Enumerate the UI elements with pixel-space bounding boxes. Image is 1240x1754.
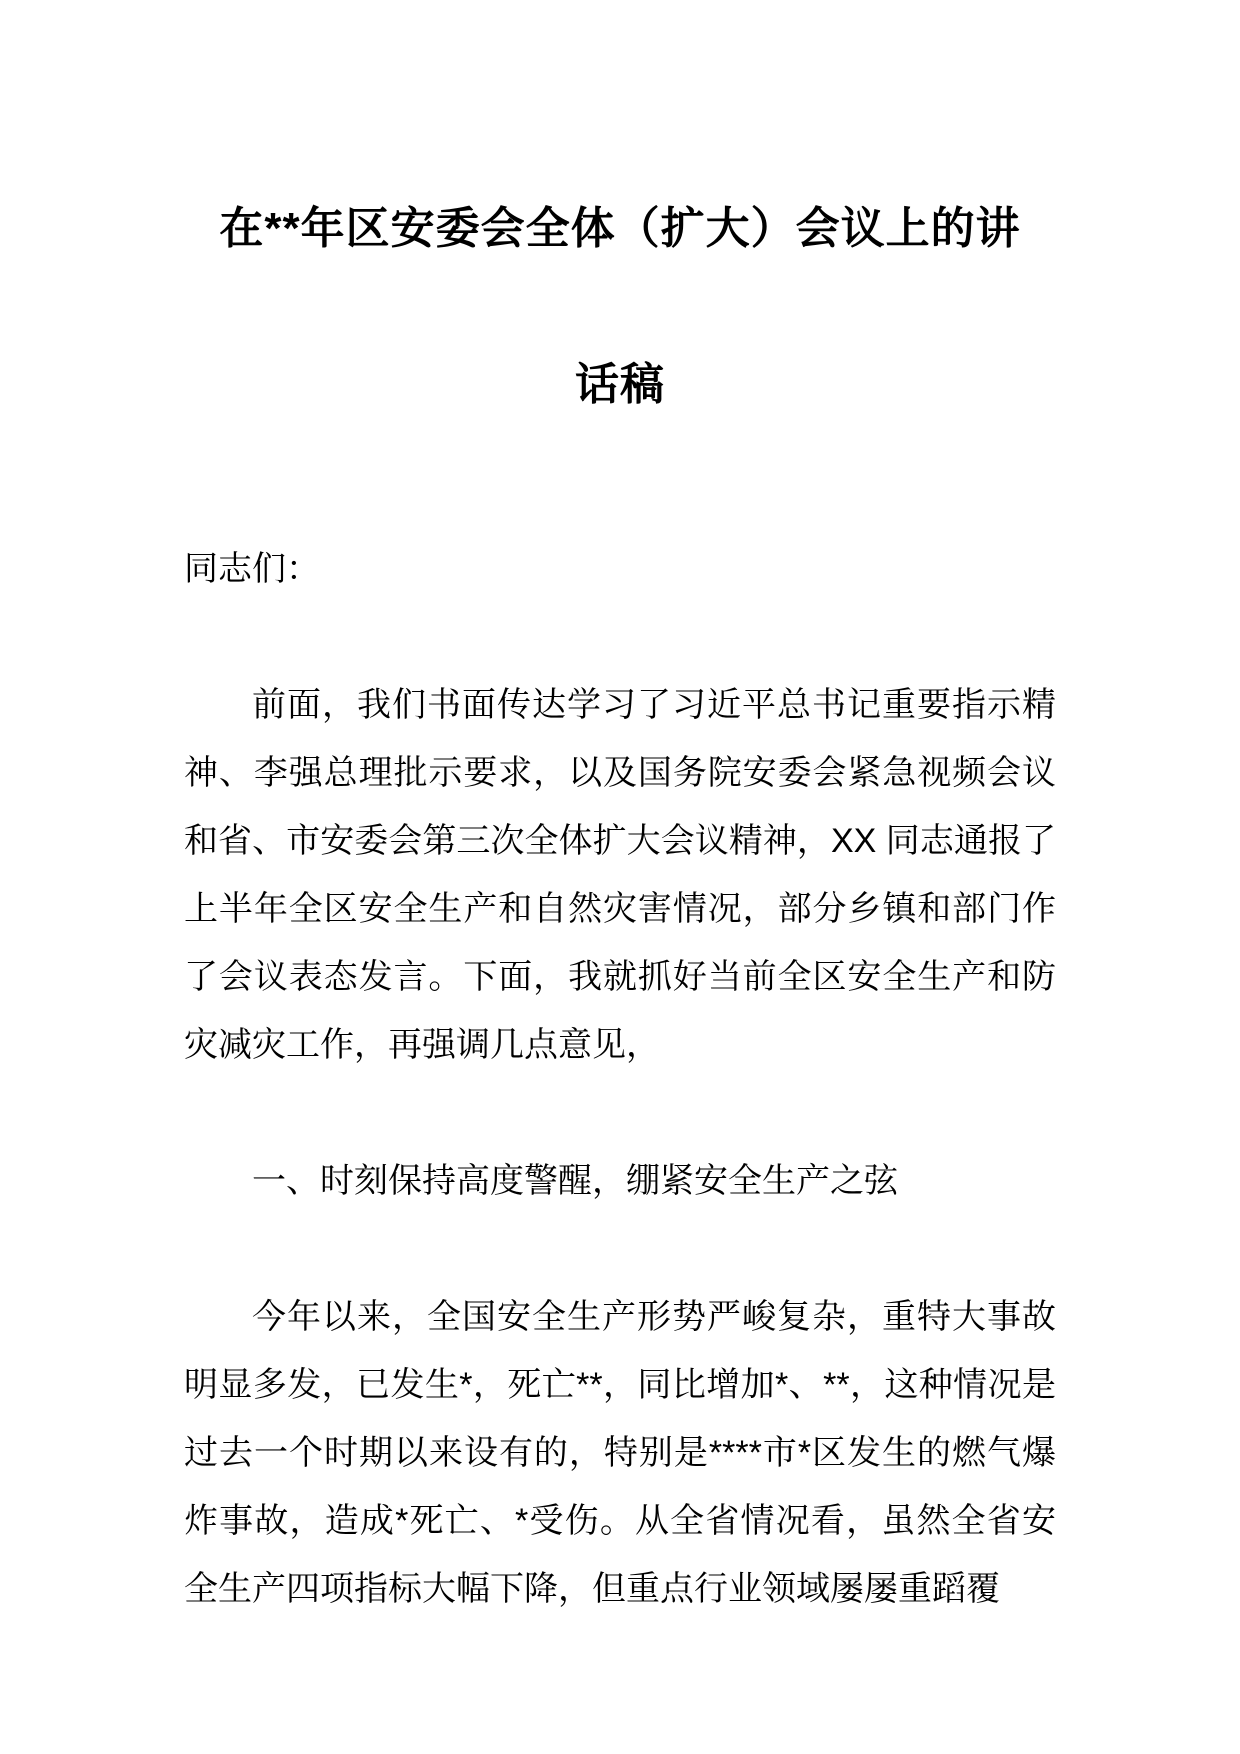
document-title	[0, 0, 1240, 407]
title-line-2: 话稿	[575, 360, 665, 409]
body-paragraph: 前面，我们书面传达学习了习近平总书记重要指示精神、李强总理批示要求，以及国务院安委会紧急视频会议和省、市安委会第三次全体扩大会议精神，XX 同志通报了上半年全区安全生产和自然灾害情况，部分乡镇和部门作了会议表态发言。下面，我就抓好当前全区安全生产和防灾减灾工作，再强调几点意见，	[184, 686, 1056, 1064]
paragraph-container	[184, 671, 1056, 1623]
salutation: 同志们：	[184, 550, 320, 588]
title-line-1: 在**年区安委会全体（扩大）会议上的讲	[219, 204, 1021, 253]
document-body	[184, 535, 1056, 1623]
section-heading: 一、时刻保持高度警醒，绷紧安全生产之弦	[252, 1162, 898, 1200]
body-paragraph: 今年以来，全国安全生产形势严峻复杂，重特大事故明显多发，已发生*，死亡**，同比增加*、**，这种情况是过去一个时期以来设有的，特别是****市*区发生的燃气爆炸事故，造成*死亡、*受伤。从全省情况看，虽然全省安全生产四项指标大幅下降，但重点行业领域屡屡重蹈覆	[184, 1298, 1056, 1608]
